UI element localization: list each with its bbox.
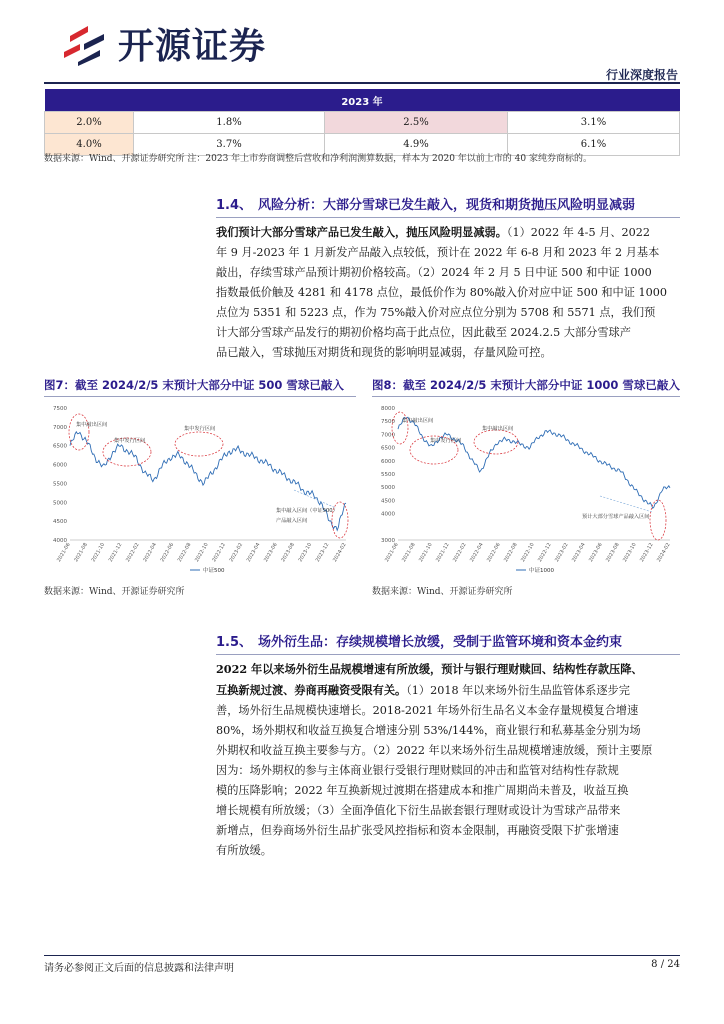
y-tick-label: 5000	[53, 500, 67, 507]
x-tick-label: 2022-12	[537, 542, 553, 564]
x-tick-label: 2021-10	[418, 542, 434, 564]
highlight-circle	[474, 430, 518, 454]
body-line: 因为：场外期权的参与主体商业银行受银行理财赎回的冲击和监管对结构性存款规	[216, 764, 619, 777]
section-1-4-body	[216, 222, 680, 363]
body-line: 增长规模有所放缓；（3）全面净值化下衍生品嵌套银行理财或设计为雪球产品带来	[216, 804, 621, 817]
figure-7-chart	[44, 400, 356, 578]
y-tick-label: 4000	[381, 511, 395, 518]
footer-disclaimer: 请务必参阅正文后面的信息披露和法律声明	[44, 963, 234, 974]
highlight-circle	[650, 500, 666, 540]
section-1-5-body	[216, 659, 680, 861]
lead-sentence: 我们预计大部分雪球产品已发生敲入，抛压风险明显减弱。	[216, 225, 507, 239]
legend-label: 中证500	[203, 568, 225, 574]
series-line	[70, 432, 346, 531]
figure-8-chart	[372, 400, 680, 578]
x-tick-label: 2023-06	[263, 542, 279, 564]
body-line: 敲出，存续雪球产品预计期初价格较高。（2）2024 年 2 月 5 日中证 500 和中证 1000	[216, 266, 652, 279]
chart-annotation: 集中敲入区间（中证500）	[276, 508, 338, 514]
y-tick-label: 7000	[53, 424, 67, 431]
section-divider	[216, 217, 680, 218]
x-tick-label: 2023-04	[571, 542, 587, 564]
chart-annotation: 集中敲出区间	[402, 418, 434, 424]
figure-divider	[44, 396, 356, 397]
series-line	[398, 417, 670, 508]
table-cell: 4.0%	[45, 134, 134, 156]
body-line: 80%，场外期权和收益互换复合增速分别 53%/144%，商业银行和私募基金分别为场	[216, 724, 641, 737]
x-tick-label: 2023-04	[245, 542, 262, 564]
legend-label: 中证1000	[529, 568, 554, 574]
annotation-arrow	[600, 496, 652, 512]
y-tick-label: 3000	[381, 538, 395, 544]
figure-8-source: 数据来源：Wind、开源证券研究所	[372, 587, 513, 597]
y-tick-label: 5500	[381, 472, 395, 478]
table-year-header: 2023 年	[45, 89, 680, 112]
table-cell: 2.0%	[45, 112, 134, 134]
figure-divider	[372, 396, 680, 397]
y-tick-label: 6500	[381, 445, 395, 452]
y-tick-label: 6500	[53, 443, 67, 450]
body-line: 模的压降影响；2022 年互换新规过渡期在搭建成本和推广周期尚未普及，收益互换	[216, 784, 629, 797]
highlight-circle	[392, 412, 408, 444]
x-tick-label: 2023-10	[622, 542, 638, 564]
x-tick-label: 2022-02	[125, 542, 141, 564]
table-cell: 3.1%	[508, 112, 680, 134]
x-tick-label: 2021-08	[73, 542, 89, 564]
x-tick-label: 2022-12	[211, 542, 227, 564]
x-tick-label: 2022-06	[159, 542, 176, 564]
x-tick-label: 2023-10	[297, 542, 314, 564]
x-tick-label: 2023-02	[228, 542, 245, 564]
section-number: 1.4、	[216, 198, 253, 213]
annotation-arrow	[294, 490, 336, 508]
figure-8-title: 图8：截至 2024/2/5 末预计大部分中证 1000 雪球已敲入	[372, 378, 680, 392]
y-tick-label: 5000	[381, 485, 395, 492]
body-line: 善，场外衍生品规模快速增长。2018-2021 年场外衍生品名义本金存量规模复合增速	[216, 704, 639, 717]
body-line: 点位为 5351 和 5223 点，作为 75%敲入价对应点位分别为 5708 和 5571 点，我们预	[216, 306, 656, 319]
x-tick-label: 2021-12	[107, 542, 124, 564]
body-line: 指数最低价触及 4281 和 4178 点位，最低价作为 80%敲入价对应中证 500 和中证 1000	[216, 286, 667, 299]
x-tick-label: 2022-08	[503, 542, 519, 564]
section-title: 场外衍生品：存续规模增长放缓，受制于监管环境和资本金约束	[258, 635, 623, 650]
y-tick-label: 4000	[53, 538, 67, 544]
section-1-4-heading	[216, 194, 635, 213]
chart-annotation: 产品敲入区间	[276, 518, 308, 524]
figure-7-title: 图7：截至 2024/2/5 末预计大部分中证 500 雪球已敲入	[44, 378, 344, 392]
chart-annotation: 预计大部分雪球产品敲入区间	[582, 514, 650, 520]
y-tick-label: 7000	[381, 432, 395, 439]
x-tick-label: 2022-08	[176, 542, 193, 564]
body-line: 有所放缓。	[216, 844, 272, 857]
x-tick-label: 2023-02	[554, 542, 570, 564]
x-tick-label: 2022-04	[469, 542, 485, 564]
x-tick-label: 2021-06	[384, 542, 400, 564]
y-tick-label: 8000	[381, 406, 395, 412]
x-tick-label: 2021-06	[56, 542, 72, 564]
table-cell: 2.5%	[325, 112, 508, 134]
x-tick-label: 2024-02	[656, 542, 672, 564]
body-line: （1）2022 年 4-5 月、2022	[506, 226, 650, 239]
y-tick-label: 6000	[53, 462, 67, 469]
x-tick-label: 2021-08	[401, 542, 417, 564]
table-cell: 3.7%	[134, 134, 325, 156]
section-title: 风险分析：大部分雪球已发生敲入，现货和期货抛压风险明显减弱	[258, 198, 636, 213]
x-tick-label: 2023-12	[314, 542, 331, 564]
table-row	[45, 112, 680, 134]
body-line: 年 9 月-2023 年 1 月新发产品敲入点较低，预计在 2022 年 6-8 月和 2023 年 2 月基本	[216, 246, 660, 259]
figure-7-source: 数据来源：Wind、开源证券研究所	[44, 587, 185, 597]
y-tick-label: 4500	[381, 498, 395, 505]
brand-logo-icon	[60, 22, 108, 66]
x-tick-label: 2023-08	[605, 542, 621, 564]
body-line: 计大部分雪球产品发行的期初价格均高于此点位，因此截至 2024.2.5 大部分雪球产	[216, 326, 631, 339]
table-cell: 4.9%	[325, 134, 508, 156]
chart-annotation: 集中发行区间	[114, 438, 146, 444]
x-tick-label: 2022-10	[520, 542, 536, 564]
lead-sentence: 2022 年以来场外衍生品规模增速有所放缓，预计与银行理财赎回、结构性存款压降、	[216, 662, 643, 676]
y-tick-label: 7500	[381, 419, 395, 426]
section-divider	[216, 654, 680, 655]
section-number: 1.5、	[216, 635, 253, 650]
x-tick-label: 2022-02	[452, 542, 468, 564]
body-line: 品已敲入，雪球抛压对期货和现货的影响明显减弱，存量风险可控。	[216, 346, 552, 359]
x-tick-label: 2023-06	[588, 542, 604, 564]
lead-sentence: 互换新规过渡、券商再融资受限有关。	[216, 683, 407, 697]
chart-annotation: 集中发行区间	[184, 426, 216, 432]
table-source-note: 数据来源：Wind、开源证券研究所 注：2023 年上市券商调整后营收和净利润测算数据，样本为 2020 年以前上市的 40 家纯券商标的。	[44, 154, 592, 164]
y-tick-label: 7500	[53, 406, 67, 412]
y-tick-label: 6000	[381, 458, 395, 465]
report-type: 行业深度报告	[605, 68, 678, 82]
y-tick-label: 4500	[53, 519, 67, 526]
chart-annotation: 集中敲出区间	[482, 426, 514, 432]
brand-name: 开源证券	[118, 26, 267, 67]
x-tick-label: 2023-08	[280, 542, 296, 564]
body-line: 外期权和收益互换主要参与方。（2）2022 年以来场外衍生品规模增速放缓，预计主要原	[216, 744, 653, 757]
chart-annotation: 集中发行区间	[430, 438, 462, 444]
chart-annotation: 集中敲出区间	[76, 422, 108, 428]
highlight-circle	[69, 414, 89, 450]
page-number: 8 / 24	[651, 959, 680, 970]
body-line: （1）2018 年以来场外衍生品监管体系逐步完	[406, 684, 630, 697]
x-tick-label: 2021-10	[90, 542, 107, 564]
x-tick-label: 2022-06	[486, 542, 502, 564]
forecast-table	[44, 89, 680, 156]
body-line: 新增点，但券商场外衍生品扩张受风控指标和资本金限制，再融资受限下扩张增速	[216, 824, 619, 837]
table-cell: 1.8%	[134, 112, 325, 134]
x-tick-label: 2022-10	[194, 542, 210, 564]
x-tick-label: 2022-04	[142, 542, 158, 564]
footer-divider	[44, 955, 680, 956]
highlight-circle	[175, 432, 223, 456]
table-cell: 6.1%	[508, 134, 680, 156]
table-header-row	[45, 89, 680, 112]
x-tick-label: 2021-12	[435, 542, 451, 564]
x-tick-label: 2023-12	[639, 542, 655, 564]
header-divider	[44, 82, 680, 84]
y-tick-label: 5500	[53, 481, 67, 488]
section-1-5-heading	[216, 631, 622, 650]
x-tick-label: 2024-02	[332, 542, 348, 564]
